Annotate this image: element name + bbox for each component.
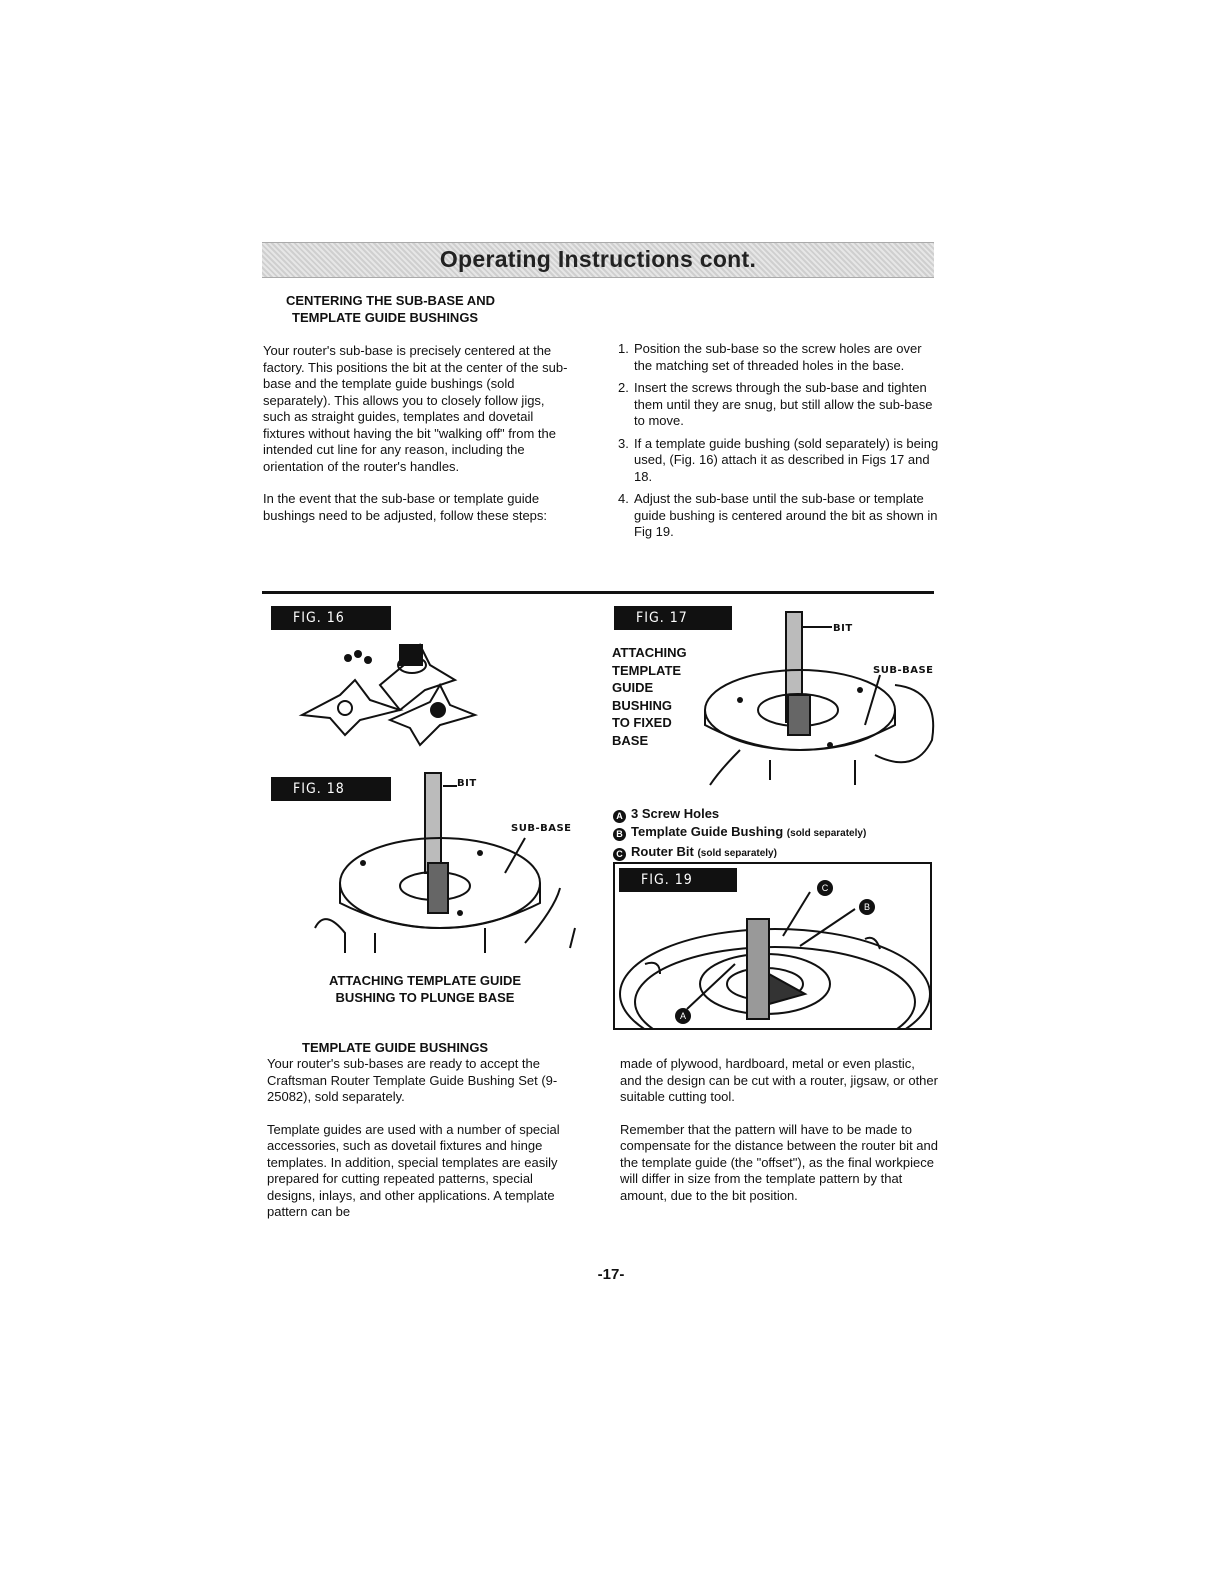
fig-legend [613,805,866,863]
fig19-frame [613,862,932,1030]
list-item [618,491,940,541]
fig19-marker-b: B [859,899,875,915]
step-number: 2. [618,380,629,395]
fig18-caption-line-2: BUSHING TO PLUNGE BASE [335,990,515,1005]
section-heading-line-1: CENTERING THE SUB-BASE AND [286,293,495,308]
steps-list [618,341,940,541]
fig17-title-line: BUSHING [612,697,672,713]
step-number: 4. [618,491,629,506]
steps-list-wrap [618,341,940,547]
fig17-title-line: ATTACHING [612,645,687,660]
legend-badge: B [613,828,626,841]
fig17-illustration [670,610,940,790]
legend-note: (sold separately) [786,828,867,839]
step-text: Insert the screws through the sub-base and tighten them until they are snug, but still allow the sub-base to move. [634,380,933,428]
adjust-paragraph: In the event that the sub-base or template guide bushings need to be adjusted, follow these steps: [263,491,548,523]
fig19-marker-a: A [675,1008,691,1024]
legend-item [613,843,866,863]
fig16-label: FIG. 16 [271,606,391,630]
list-item [618,341,940,374]
step-text: If a template guide bushing (sold separately) is being used, (Fig. 16) attach it as described in Figs 17 and 18. [634,435,939,484]
step-number: 1. [618,341,629,356]
fig17-title-line: BASE [612,732,649,748]
fig18-illustration [285,768,585,963]
fig19-marker-c: C [817,880,833,896]
fig17-title-line: TO FIXED [612,715,672,730]
fig18-subbase-callout: SUB-BASE [511,823,572,834]
fig19-label: FIG. 19 [619,868,737,892]
fig18-bit-callout: BIT [457,778,477,789]
fig18-label: FIG. 18 [271,777,391,801]
fig18-caption [290,972,560,1006]
template-guide-right [620,1056,940,1220]
template-guide-para-3: made of plywood, hardboard, metal or even plastic, and the design can be cut with a router, jigsaw, or other suitable cutting tool. [620,1056,938,1104]
legend-item [613,805,866,823]
fig17-subbase-callout: SUB-BASE [873,665,934,676]
fig18-caption-line-1: ATTACHING TEMPLATE GUIDE [328,973,522,988]
page-number: -17- [597,1266,625,1283]
fig17-title-line: GUIDE [612,680,654,695]
legend-note: (sold separately) [697,848,777,859]
template-guide-para-1: Your router's sub-bases are ready to accept the Craftsman Router Template Guide Bushing Set (9-25082), sold separately. [267,1056,558,1104]
fig17-bit-callout: BIT [833,623,853,634]
legend-text: Router Bit [631,844,694,859]
fig19-illustration [615,864,932,1030]
step-text: Position the sub-base so the screw holes are over the matching set of threaded holes in the base. [634,341,922,373]
template-guide-para-2: Template guides are used with a number of special accessories, such as dovetail fixtures and hinge templates. In addition, special templates are easily prepared for cutting repeated patterns, special designs, inlays, and other applications. A template pattern can be [267,1121,560,1219]
template-guide-heading: TEMPLATE GUIDE BUSHINGS [302,1040,489,1055]
legend-text: Template Guide Bushing [631,824,784,839]
fig16-illustration [300,640,490,750]
template-guide-para-4: Remember that the pattern will have to be made to compensate for the distance between the router bit and the template guide (the "offset"), as the final workpiece will differ in size from the template pattern by that amount, due to the bit position. [620,1121,938,1203]
fig17-title-line: TEMPLATE [612,662,682,678]
step-number: 3. [618,435,629,451]
list-item [618,436,940,486]
page-title: Operating Instructions cont. [439,246,757,272]
list-item [618,380,940,430]
section-heading-line-2: TEMPLATE GUIDE BUSHINGS [292,310,479,325]
template-guide-left [267,1056,583,1237]
intro-paragraph: Your router's sub-base is precisely centered at the factory. This positions the bit at the center of the sub-base and the template guide bushings (sold separately). This allows you to closely follow jigs, such as straight guides, templates and dovetail fixtures without having the bit "walking off" from the intended cut line for any reason, including the orientation of the router's handles. [263,343,568,474]
section-heading [286,292,495,326]
legend-item [613,823,866,843]
legend-badge: C [613,848,626,861]
legend-badge: A [613,810,626,823]
section-divider [262,591,934,594]
intro-text [263,343,575,540]
fig17-label: FIG. 17 [614,606,732,630]
legend-text: 3 Screw Holes [631,806,720,821]
step-text: Adjust the sub-base until the sub-base or template guide bushing is centered around the bit as shown in Fig 19. [634,491,938,539]
